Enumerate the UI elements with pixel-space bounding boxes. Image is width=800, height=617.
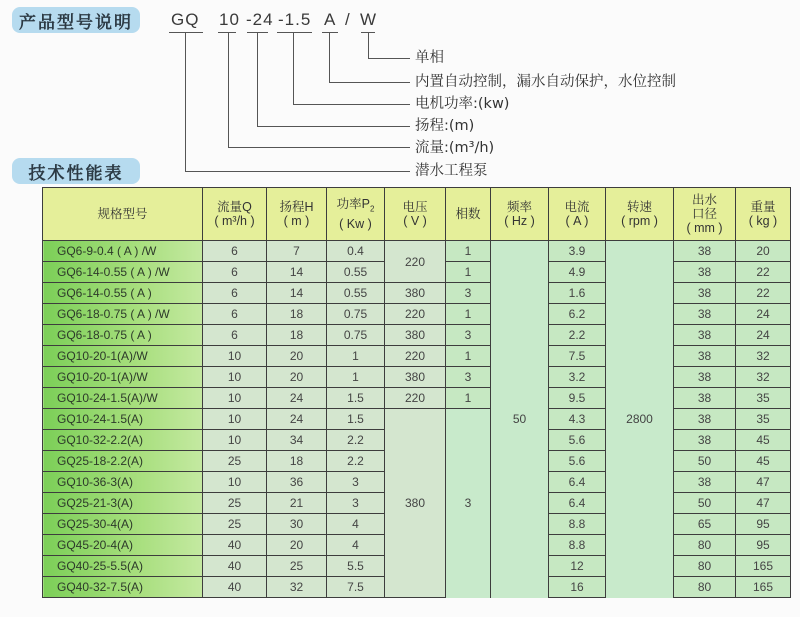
cell-power: 0.55 — [327, 283, 385, 304]
cell-head: 24 — [267, 409, 327, 430]
cell-flow: 40 — [203, 556, 267, 577]
cell-phase: 3 — [446, 283, 491, 304]
section-title-model-explanation: 产品型号说明 — [12, 7, 140, 33]
cell-outlet: 50 — [674, 493, 736, 514]
cell-power: 0.4 — [327, 241, 385, 262]
cell-flow: 6 — [203, 283, 267, 304]
header-unit: ( A ) — [565, 214, 589, 228]
cell-current: 5.6 — [549, 430, 606, 451]
cell-outlet: 38 — [674, 262, 736, 283]
header-label: 频率 — [506, 200, 532, 214]
cell-power: 1.5 — [327, 409, 385, 430]
connector-line — [228, 147, 410, 148]
table-row — [43, 388, 791, 409]
cell-head: 14 — [267, 262, 327, 283]
cell-outlet: 80 — [674, 577, 736, 598]
cell-voltage: 220 — [385, 241, 446, 283]
cell-flow: 10 — [203, 388, 267, 409]
cell-weight: 35 — [736, 409, 791, 430]
table-row — [43, 325, 791, 346]
cell-current: 1.6 — [549, 283, 606, 304]
header-label: 扬程H — [279, 200, 314, 214]
cell-current: 16 — [549, 577, 606, 598]
cell-power: 3 — [327, 493, 385, 514]
header-speed — [606, 188, 674, 241]
table-row — [43, 283, 791, 304]
cell-weight: 95 — [736, 535, 791, 556]
cell-current: 6.2 — [549, 304, 606, 325]
cell-head: 32 — [267, 577, 327, 598]
header-label: 规格型号 — [97, 207, 148, 221]
header-label: 重量 — [750, 200, 776, 214]
cell-power: 1 — [327, 367, 385, 388]
cell-model: GQ6-14-0.55 ( A ) — [43, 283, 203, 304]
legend-motor-power: 电机功率:(kw) — [415, 96, 510, 112]
table-row — [43, 304, 791, 325]
header-phase — [446, 188, 491, 241]
cell-model: GQ6-14-0.55 ( A ) /W — [43, 262, 203, 283]
cell-weight: 32 — [736, 367, 791, 388]
cell-model: GQ10-32-2.2(A) — [43, 430, 203, 451]
cell-power: 2.2 — [327, 430, 385, 451]
cell-current: 4.9 — [549, 262, 606, 283]
connector-line — [329, 82, 410, 83]
cell-outlet: 38 — [674, 346, 736, 367]
cell-flow: 25 — [203, 493, 267, 514]
cell-model: GQ10-36-3(A) — [43, 472, 203, 493]
cell-flow: 10 — [203, 367, 267, 388]
table-row — [43, 367, 791, 388]
underline — [218, 32, 236, 33]
code-part-slash: / — [345, 10, 351, 29]
header-subscript: 2 — [369, 204, 375, 214]
cell-power: 3 — [327, 472, 385, 493]
cell-outlet: 80 — [674, 556, 736, 577]
cell-weight: 47 — [736, 493, 791, 514]
cell-outlet: 38 — [674, 409, 736, 430]
header-label: 功率P — [336, 197, 370, 212]
code-part-power: -1.5 — [278, 10, 312, 29]
cell-outlet: 38 — [674, 367, 736, 388]
table-row — [43, 346, 791, 367]
cell-head: 21 — [267, 493, 327, 514]
cell-model: GQ45-20-4(A) — [43, 535, 203, 556]
cell-phase: 1 — [446, 346, 491, 367]
code-part-series: GQ — [171, 10, 200, 29]
cell-model: GQ40-25-5.5(A) — [43, 556, 203, 577]
cell-flow: 10 — [203, 346, 267, 367]
cell-current: 3.2 — [549, 367, 606, 388]
underline — [277, 32, 312, 33]
cell-weight: 20 — [736, 241, 791, 262]
cell-model: GQ6-18-0.75 ( A ) /W — [43, 304, 203, 325]
header-unit: ( Hz ) — [504, 214, 535, 228]
cell-flow: 6 — [203, 304, 267, 325]
cell-flow: 40 — [203, 577, 267, 598]
cell-head: 18 — [267, 325, 327, 346]
connector-line — [293, 32, 294, 104]
cell-model: GQ10-20-1(A)/W — [43, 346, 203, 367]
cell-flow: 10 — [203, 472, 267, 493]
cell-outlet: 38 — [674, 304, 736, 325]
header-label: 出水 — [691, 193, 717, 207]
header-flow — [203, 188, 267, 241]
cell-current: 5.6 — [549, 451, 606, 472]
cell-head: 14 — [267, 283, 327, 304]
cell-weight: 22 — [736, 262, 791, 283]
cell-speed: 2800 — [606, 241, 674, 598]
cell-head: 36 — [267, 472, 327, 493]
cell-weight: 24 — [736, 304, 791, 325]
header-label: 电压 — [402, 200, 428, 214]
cell-power: 4 — [327, 514, 385, 535]
connector-line — [293, 104, 410, 105]
cell-outlet: 38 — [674, 241, 736, 262]
header-unit: ( m ) — [283, 214, 310, 228]
cell-model: GQ25-21-3(A) — [43, 493, 203, 514]
cell-power: 1 — [327, 346, 385, 367]
header-label: 相数 — [455, 207, 481, 221]
header-unit: ( Kw ) — [339, 216, 372, 231]
header-unit: ( mm ) — [686, 221, 723, 235]
header-unit: ( kg ) — [748, 214, 778, 228]
cell-weight: 22 — [736, 283, 791, 304]
cell-outlet: 38 — [674, 388, 736, 409]
cell-phase: 1 — [446, 241, 491, 262]
cell-phase: 1 — [446, 388, 491, 409]
code-part-auto: A — [324, 10, 337, 29]
connector-line — [185, 171, 410, 172]
legend-pump-type: 潜水工程泵 — [415, 163, 488, 179]
table-row — [43, 409, 791, 430]
cell-flow: 6 — [203, 325, 267, 346]
cell-head: 34 — [267, 430, 327, 451]
cell-power: 0.55 — [327, 262, 385, 283]
cell-voltage: 380 — [385, 283, 446, 304]
cell-current: 2.2 — [549, 325, 606, 346]
cell-model: GQ25-18-2.2(A) — [43, 451, 203, 472]
cell-weight: 45 — [736, 430, 791, 451]
cell-head: 24 — [267, 388, 327, 409]
cell-head: 18 — [267, 451, 327, 472]
cell-head: 25 — [267, 556, 327, 577]
cell-frequency: 50 — [491, 241, 549, 598]
cell-voltage: 380 — [385, 409, 446, 598]
cell-outlet: 38 — [674, 325, 736, 346]
cell-current: 4.3 — [549, 409, 606, 430]
cell-outlet: 38 — [674, 283, 736, 304]
underline — [169, 32, 203, 33]
header-power — [327, 188, 385, 241]
cell-head: 20 — [267, 346, 327, 367]
cell-head: 20 — [267, 367, 327, 388]
cell-model: GQ10-24-1.5(A) — [43, 409, 203, 430]
cell-weight: 47 — [736, 472, 791, 493]
cell-outlet: 80 — [674, 535, 736, 556]
cell-voltage: 220 — [385, 304, 446, 325]
header-unit: ( rpm ) — [621, 214, 658, 228]
cell-flow: 10 — [203, 430, 267, 451]
cell-phase: 1 — [446, 262, 491, 283]
header-label: 电流 — [564, 200, 590, 214]
underline — [322, 32, 338, 33]
cell-power: 0.75 — [327, 325, 385, 346]
cell-current: 9.5 — [549, 388, 606, 409]
header-weight — [736, 188, 791, 241]
code-part-flow: 10 — [219, 10, 240, 29]
cell-model: GQ10-20-1(A)/W — [43, 367, 203, 388]
legend-flow: 流量:(m³/h) — [415, 140, 495, 156]
cell-outlet: 38 — [674, 472, 736, 493]
header-label: 流量Q — [217, 200, 252, 214]
cell-model: GQ10-24-1.5(A)/W — [43, 388, 203, 409]
cell-current: 3.9 — [549, 241, 606, 262]
cell-head: 18 — [267, 304, 327, 325]
cell-weight: 165 — [736, 556, 791, 577]
cell-voltage: 380 — [385, 367, 446, 388]
cell-outlet: 65 — [674, 514, 736, 535]
header-current — [549, 188, 606, 241]
connector-line — [257, 126, 410, 127]
cell-weight: 95 — [736, 514, 791, 535]
code-part-single-phase: W — [360, 10, 378, 29]
code-part-head: -24 — [246, 10, 274, 29]
cell-current: 8.8 — [549, 535, 606, 556]
cell-voltage: 220 — [385, 346, 446, 367]
cell-head: 30 — [267, 514, 327, 535]
header-outlet — [674, 188, 736, 241]
table-row — [43, 241, 791, 262]
cell-weight: 32 — [736, 346, 791, 367]
table-header-row — [43, 188, 791, 241]
header-head — [267, 188, 327, 241]
cell-current: 6.4 — [549, 472, 606, 493]
cell-flow: 25 — [203, 451, 267, 472]
cell-phase: 3 — [446, 325, 491, 346]
cell-power: 1.5 — [327, 388, 385, 409]
performance-table — [42, 187, 791, 598]
header-voltage — [385, 188, 446, 241]
cell-power: 4 — [327, 535, 385, 556]
cell-model: GQ6-18-0.75 ( A ) — [43, 325, 203, 346]
header-label: 转速 — [626, 200, 652, 214]
cell-flow: 40 — [203, 535, 267, 556]
cell-phase: 3 — [446, 367, 491, 388]
cell-voltage: 380 — [385, 325, 446, 346]
cell-flow: 6 — [203, 262, 267, 283]
header-label: 口径 — [691, 207, 717, 221]
cell-model: GQ40-32-7.5(A) — [43, 577, 203, 598]
cell-phase: 1 — [446, 304, 491, 325]
cell-flow: 25 — [203, 514, 267, 535]
cell-weight: 35 — [736, 388, 791, 409]
legend-auto-control: 内置自动控制，漏水自动保护，水位控制 — [415, 74, 676, 90]
cell-model: GQ25-30-4(A) — [43, 514, 203, 535]
cell-current: 8.8 — [549, 514, 606, 535]
cell-flow: 10 — [203, 409, 267, 430]
connector-line — [257, 32, 258, 126]
cell-head: 7 — [267, 241, 327, 262]
cell-power: 2.2 — [327, 451, 385, 472]
cell-current: 6.4 — [549, 493, 606, 514]
connector-line — [368, 32, 369, 58]
cell-outlet: 38 — [674, 430, 736, 451]
header-unit: ( m³/h ) — [214, 214, 255, 228]
cell-model: GQ6-9-0.4 ( A ) /W — [43, 241, 203, 262]
section-title-performance-table: 技术性能表 — [12, 158, 140, 184]
cell-flow: 6 — [203, 241, 267, 262]
legend-single-phase: 单相 — [415, 50, 444, 66]
cell-outlet: 50 — [674, 451, 736, 472]
cell-weight: 165 — [736, 577, 791, 598]
header-model — [43, 188, 203, 241]
connector-line — [185, 32, 186, 171]
cell-weight: 45 — [736, 451, 791, 472]
cell-power: 7.5 — [327, 577, 385, 598]
cell-voltage: 220 — [385, 388, 446, 409]
cell-weight: 24 — [736, 325, 791, 346]
legend-head: 扬程:(m) — [415, 118, 475, 134]
header-unit: ( V ) — [403, 214, 427, 228]
connector-line — [228, 32, 229, 147]
cell-current: 7.5 — [549, 346, 606, 367]
connector-line — [368, 58, 410, 59]
cell-power: 0.75 — [327, 304, 385, 325]
cell-head: 20 — [267, 535, 327, 556]
cell-current: 12 — [549, 556, 606, 577]
cell-power: 5.5 — [327, 556, 385, 577]
header-frequency — [491, 188, 549, 241]
cell-phase: 3 — [446, 409, 491, 598]
connector-line — [329, 32, 330, 82]
